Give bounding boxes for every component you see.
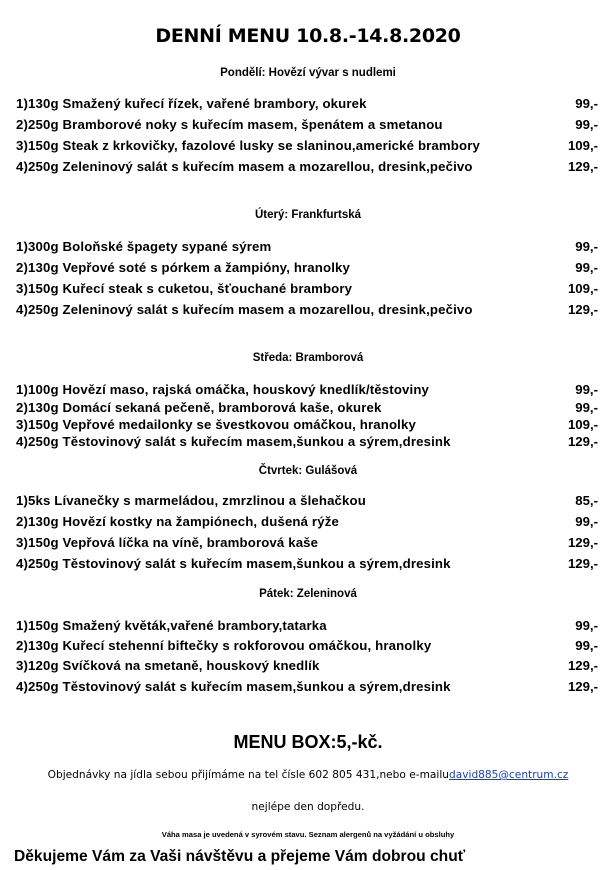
menu-item-text: 2)130g Vepřové soté s pórkem a žampióny, hranolky xyxy=(16,260,350,275)
orders-text: Objednávky na jídla sebou přijímáme na tel čísle 602 805 431,nebo e-mailu xyxy=(47,769,450,781)
menu-item xyxy=(16,618,598,638)
menu-item-price: 99,- xyxy=(575,260,598,275)
menu-item-price: 99,- xyxy=(575,618,598,633)
menu-item-price: 129,- xyxy=(567,434,598,449)
day-heading-thursday: Čtvrtek: Gulášová xyxy=(258,465,358,477)
menu-item-price: 99,- xyxy=(575,96,598,111)
menu-item-text: 3)150g Steak z krkovičky, fazolové lusky se slaninou,americké brambory xyxy=(16,138,480,153)
menu-item-text: 1)300g Boloňské špagety sypané sýrem xyxy=(16,239,272,254)
menu-item-price: 99,- xyxy=(575,239,598,254)
menu-item-price: 99,- xyxy=(575,514,598,529)
menu-item-price: 99,- xyxy=(575,638,598,653)
day-heading-tuesday: Úterý: Frankfurtská xyxy=(254,209,362,221)
menu-item-price: 85,- xyxy=(575,493,598,508)
menu-item-price: 129,- xyxy=(567,159,598,174)
menu-item xyxy=(16,117,598,137)
menu-item-price: 109,- xyxy=(567,138,598,153)
menu-item-price: 99,- xyxy=(575,400,598,415)
menu-item xyxy=(16,382,598,402)
allergen-note: Váha masa je uvedená v syrovém stavu. Seznam alergenů na vyžádání u obsluhy xyxy=(161,830,455,839)
menu-item-price: 109,- xyxy=(567,417,598,432)
menu-item-text: 2)130g Hovězí kostky na žampiónech, dušená rýže xyxy=(16,514,339,529)
menu-item-text: 4)250g Těstovinový salát s kuřecím masem,šunkou a sýrem,dresink xyxy=(16,679,451,694)
menu-item-text: 3)150g Vepřové medailonky se švestkovou omáčkou, hranolky xyxy=(16,417,416,432)
menu-item-text: 4)250g Těstovinový salát s kuřecím masem,šunkou a sýrem,dresink xyxy=(16,556,451,571)
menu-item xyxy=(16,514,598,534)
menu-item-price: 129,- xyxy=(567,658,598,673)
thanks-message: Děkujeme Vám za Vaši návštěvu a přejeme Vám dobrou chuť xyxy=(14,848,466,865)
menu-item-text: 4)250g Zeleninový salát s kuřecím masem a mozarellou, dresink,pečivo xyxy=(16,302,473,317)
menu-item-text: 2)130g Kuřecí stehenní biftečky s rokforovou omáčkou, hranolky xyxy=(16,638,432,653)
menu-item xyxy=(16,556,598,576)
menu-item xyxy=(16,535,598,555)
email-link[interactable]: david885@centrum.cz xyxy=(449,769,569,781)
menu-item xyxy=(16,638,598,658)
menu-item-price: 129,- xyxy=(567,679,598,694)
menu-item xyxy=(16,493,598,513)
menu-item xyxy=(16,434,598,454)
menu-item-price: 129,- xyxy=(567,535,598,550)
menu-item-price: 99,- xyxy=(575,382,598,397)
menu-item-text: 3)150g Kuřecí steak s cuketou, šťouchané brambory xyxy=(16,281,353,296)
menu-item xyxy=(16,679,598,699)
orders-info xyxy=(0,769,616,781)
menu-item xyxy=(16,260,598,280)
menu-item xyxy=(16,281,598,301)
menu-item-price: 129,- xyxy=(567,302,598,317)
menu-item xyxy=(16,138,598,158)
menu-item-text: 2)130g Domácí sekaná pečeně, bramborová kaše, okurek xyxy=(16,400,382,415)
advance-notice: nejlépe den dopředu. xyxy=(251,801,365,813)
menu-item-text: 1)150g Smažený květák,vařené brambory,tatarka xyxy=(16,618,327,633)
menu-item-price: 109,- xyxy=(567,281,598,296)
menu-item-text: 1)130g Smažený kuřecí řízek, vařené brambory, okurek xyxy=(16,96,367,111)
menu-item-text: 4)250g Těstovinový salát s kuřecím masem,šunkou a sýrem,dresink xyxy=(16,434,451,449)
menu-item-text: 1)5ks Lívanečky s marmeládou, zmrzlinou a šlehačkou xyxy=(16,493,366,508)
menu-item xyxy=(16,239,598,259)
page-title: DENNÍ MENU 10.8.-14.8.2020 xyxy=(155,25,461,47)
menu-item-price: 99,- xyxy=(575,117,598,132)
menu-item xyxy=(16,302,598,322)
day-heading-friday: Pátek: Zeleninová xyxy=(259,588,357,600)
menu-item xyxy=(16,658,598,678)
menu-item xyxy=(16,159,598,179)
menu-box-price: MENU BOX:5,-kč. xyxy=(233,732,383,752)
day-heading-wednesday: Středa: Bramborová xyxy=(252,352,364,364)
menu-item-text: 2)250g Bramborové noky s kuřecím masem, špenátem a smetanou xyxy=(16,117,443,132)
menu-item-text: 1)100g Hovězí maso, rajská omáčka, houskový knedlík/těstoviny xyxy=(16,382,430,397)
menu-item-text: 3)150g Vepřová líčka na víně, bramborová kaše xyxy=(16,535,319,550)
menu-item xyxy=(16,96,598,116)
day-heading-monday: Pondělí: Hovězí vývar s nudlemi xyxy=(220,67,396,79)
menu-item-text: 4)250g Zeleninový salát s kuřecím masem a mozarellou, dresink,pečivo xyxy=(16,159,473,174)
menu-item-text: 3)120g Svíčková na smetaně, houskový knedlík xyxy=(16,658,320,673)
menu-item-price: 129,- xyxy=(567,556,598,571)
